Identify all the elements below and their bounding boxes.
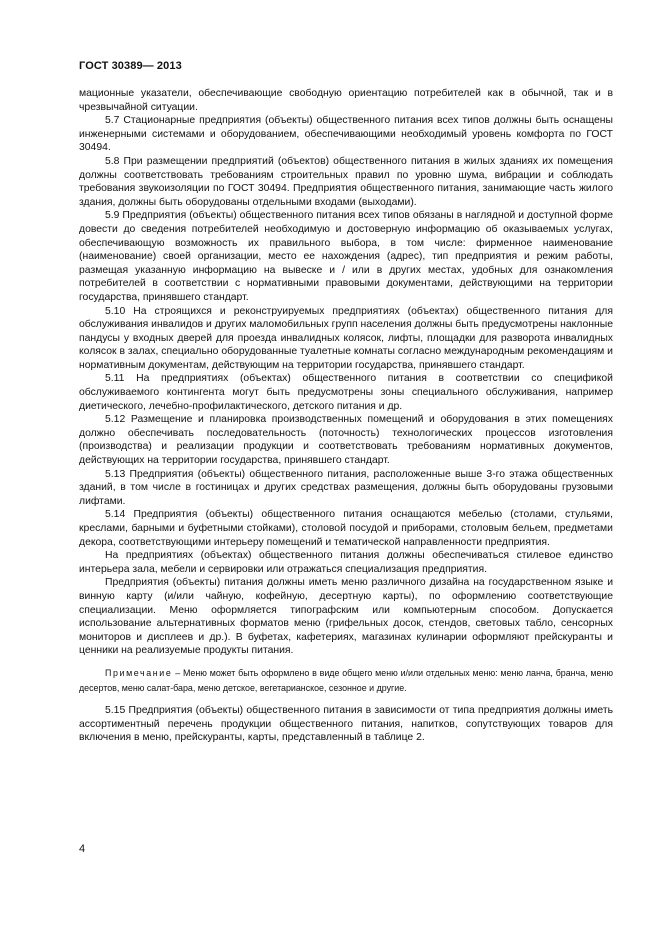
paragraph-5-13: 5.13 Предприятия (объекты) общественного питания, расположенные выше 3-го этажа общественных зданий, в том числе в гостиницах и других средствах размещения, должны быть оборудованы грузовыми лифтами.	[79, 468, 613, 507]
paragraph-5-12: 5.12 Размещение и планировка производственных помещений и оборудования в этих помещениях должно обеспечивать последовательность (поточность) технологических процессов изготовления (производства) и реализации продукции и соответствовать требованиям нормативных документов, действующих на территории государства, принявшего стандарт.	[79, 414, 613, 467]
paragraph-5-8: 5.8 При размещении предприятий (объектов) общественного питания в жилых зданиях их помещения должны соответствовать требованиям строительных правил по уровню шума, вибрации и соблюдать требования звукоизоляции по ГОСТ 30494. Предприятия общественного питания, занимающие часть жилого здания, должны быть оборудованы отдельными входами (выходами).	[79, 155, 613, 208]
page-number: 4	[79, 843, 86, 855]
document-code-header: ГОСТ 30389— 2013	[79, 60, 182, 72]
paragraph-5-10: 5.10 На строящихся и реконструируемых предприятиях (объектах) общественного питания для обслуживания инвалидов и других маломобильных групп населения должны быть предусмотрены наклонные пандусы у входных дверей для проезда инвалидных колясок, лифты, площадки для разворота инвалидных колясок в залах, специально оборудованные туалетные комнаты согласно международным рекомендациям и нормативным документам, действующим на территории государства, принявшего стандарт.	[79, 305, 613, 371]
paragraph-5-7: 5.7 Стационарные предприятия (объекты) общественного питания всех типов должны быть оснащены инженерными системами и оборудованием, обеспечивающими необходимый уровень комфорта по ГОСТ 30494.	[79, 115, 613, 154]
paragraph-style-unity: На предприятиях (объектах) общественного питания должны обеспечиваться стилевое единство интерьера зала, мебели и сервировки или отражаться специализация предприятия.	[79, 550, 613, 575]
document-body	[79, 87, 613, 745]
note-label: Примечание	[105, 667, 173, 678]
paragraph-menu-design: Предприятия (объекты) питания должны иметь меню различного дизайна на государственном языке и винную карту (и/или чайную, кофейную, десертную карты), по оформлению соответствующие специализации. Меню оформляется типографским или компьютерным способом. Допускается использование альтернативных форматов меню (грифельных досок, стендов, световых табло, сенсорных мониторов и дисплеев и др.). В буфетах, кафетериях, магазинах кулинарии оформляют прейскуранты и ценники на реализуемые продукты питания.	[79, 577, 613, 657]
note-text: – Меню может быть оформлено в виде общего меню и/или отдельных меню: меню ланча, бранча, меню десертов, меню салат-бара, меню детское, вегетарианское, сезонное и другие.	[79, 667, 613, 693]
paragraph-5-9: 5.9 Предприятия (объекты) общественного питания всех типов обязаны в наглядной и доступной форме довести до сведения потребителей необходимую и достоверную информацию об оказываемых услугах, обеспечивающую возможность их правильного выбора, в том числе: фирменное наименование (наименование) своей организации, место ее нахождения (адрес), тип предприятия и режим работы, размещая указанную информацию на вывеске и / или в других местах, удобных для ознакомления потребителей в соответствии с нормативными правовыми документами, действующими на территории государства, принявшего стандарт.	[79, 210, 613, 303]
paragraph-continuation: мационные указатели, обеспечивающие свободную ориентацию потребителей как в обычной, так и в чрезвычайной ситуации.	[79, 88, 613, 113]
paragraph-5-15: 5.15 Предприятия (объекты) общественного питания в зависимости от типа предприятия должны иметь ассортиментный перечень продукции общественного питания, напитков, сопутствующих товаров для включения в меню, прейскуранты, карты, представленный в таблице 2.	[79, 704, 613, 744]
note	[79, 666, 613, 696]
paragraph-5-11: 5.11 На предприятиях (объектах) общественного питания в соответствии со спецификой обслуживаемого контингента могут быть предусмотрены зоны специального обслуживания, например диетического, лечебно-профилактического, детского питания и др.	[79, 373, 613, 412]
paragraph-5-14: 5.14 Предприятия (объекты) общественного питания оснащаются мебелью (столами, стульями, креслами, барными и буфетными стойками), столовой посудой и приборами, столовым бельем, предметами декора, соответствующими интерьеру помещений и тематической направленности предприятия.	[79, 509, 613, 548]
